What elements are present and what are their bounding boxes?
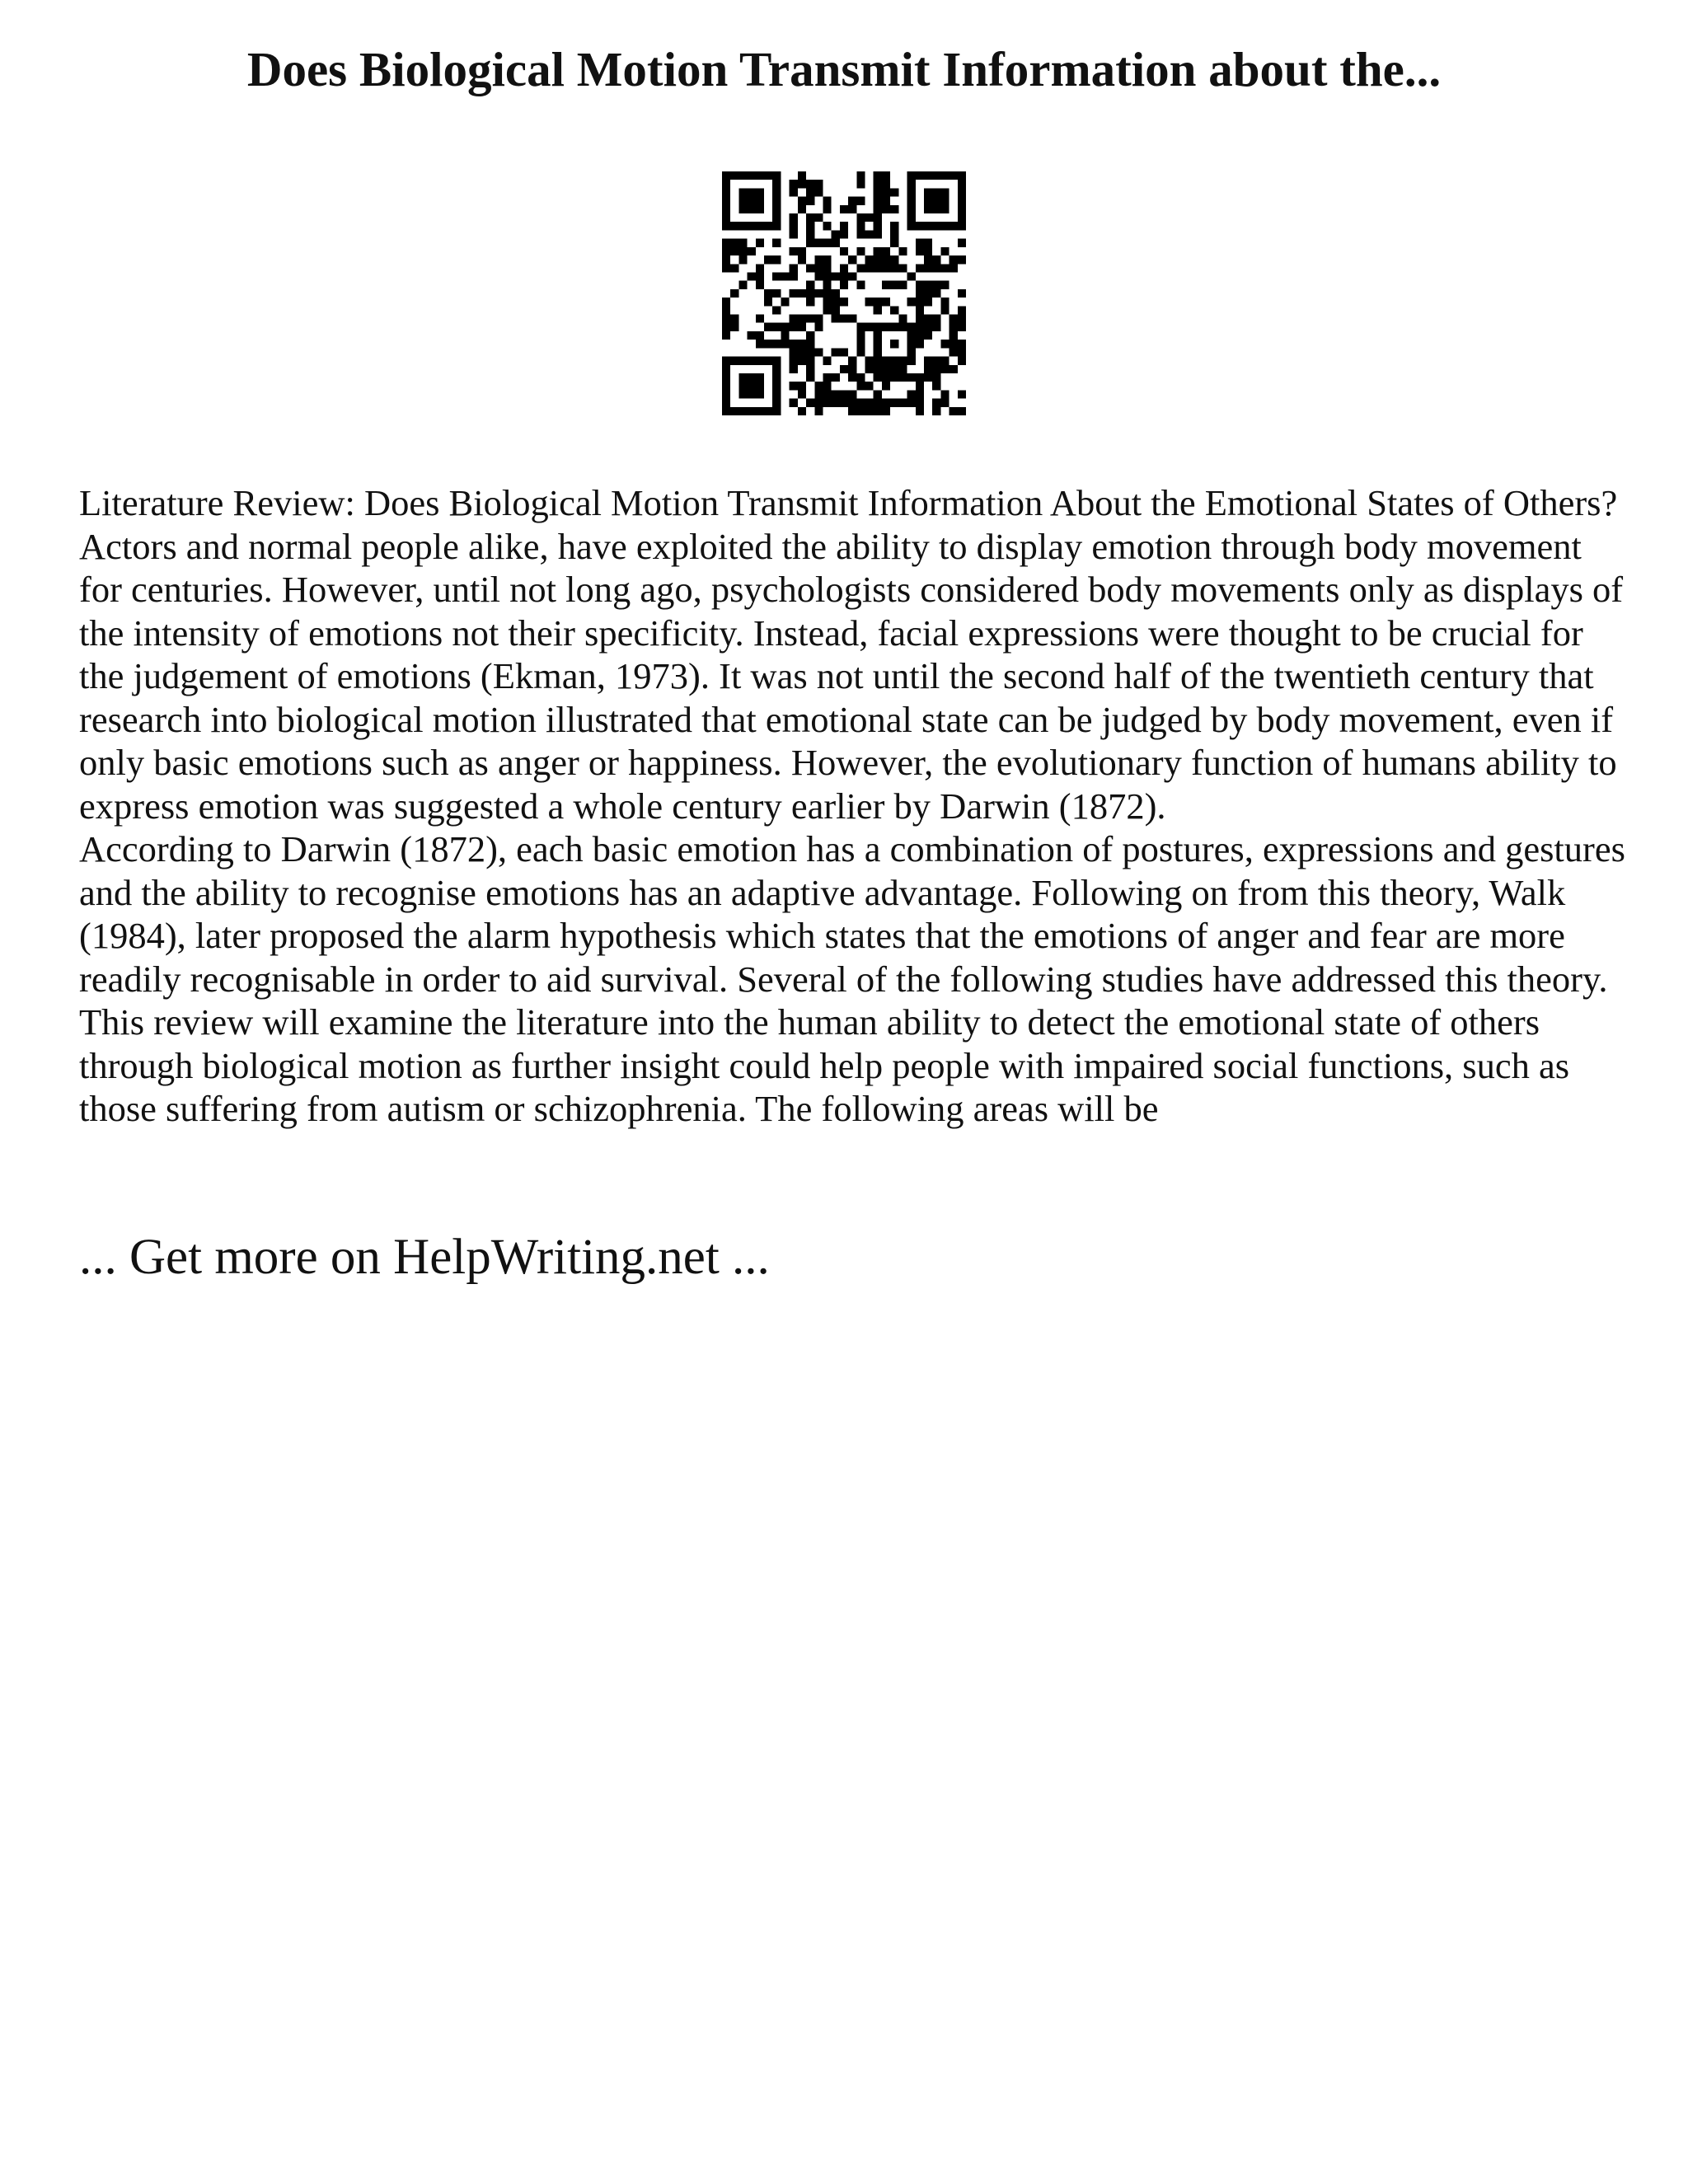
- paragraph: Actors and normal people alike, have exploited the ability to display emotion through body movement for centuries. However, until not long ago, psychologists considered body movements only as displays of the intensity of emotions not their specificity. Instead, facial expressions were thought to be crucial for the judgement of emotions (Ekman, 1973). It was not until the second half of the twentieth century that research into biological motion illustrated that emotional state can be judged by body movement, even if only basic emotions such as anger or happiness. However, the evolutionary function of humans ability to express emotion was suggested a whole century earlier by Darwin (1872).: [79, 525, 1624, 827]
- document-title: Does Biological Motion Transmit Information about the...: [246, 42, 1442, 96]
- more-link[interactable]: ... Get more on HelpWriting.net ...: [79, 1230, 770, 1285]
- qr-code-icon[interactable]: [722, 171, 966, 415]
- paragraph: According to Darwin (1872), each basic emotion has a combination of postures, expressions and gestures and the ability to recognise emotions has an adaptive advantage. Following on from this theory, Walk (1984), later proposed the alarm hypothesis which states that the emotions of anger and fear are more readily recognisable in order to aid survival. Several of the following studies have addressed this theory. This review will examine the literature into the human ability to detect the emotional state of others through biological motion as further insight could help people with impaired social functions, such as those suffering from autism or schizophrenia. The following areas will be: [79, 828, 1625, 1129]
- paragraph-heading: Literature Review: Does Biological Motion Transmit Information About the Emotional States of Others?: [79, 482, 1618, 523]
- document-body: [79, 481, 1629, 1131]
